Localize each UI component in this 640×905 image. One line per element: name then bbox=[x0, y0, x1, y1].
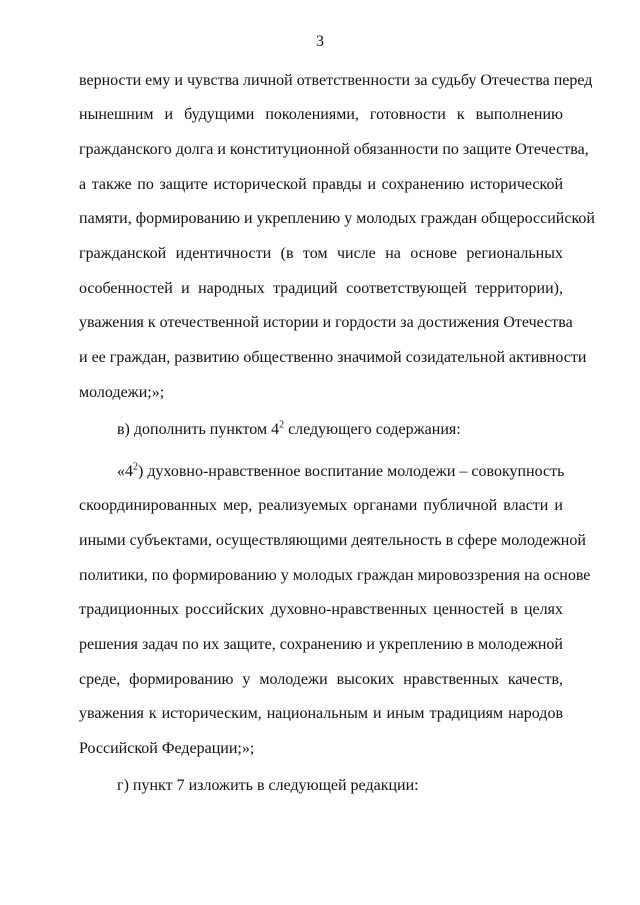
text-line: нынешним и будущими поколениями, готовности к выполнению bbox=[79, 106, 563, 123]
text-line: гражданской идентичности (в том числе на основе региональных bbox=[79, 245, 563, 262]
quote-line: иными субъектами, осуществляющими деятельность в сфере молодежной bbox=[79, 532, 586, 549]
quote-suffix: ) духовно-нравственное воспитание молодежи – совокупность bbox=[138, 463, 565, 480]
quote-line: традиционных российских духовно-нравственных ценностей в целях bbox=[79, 601, 563, 618]
item-v-superscript: 2 bbox=[279, 419, 285, 431]
text-line: верности ему и чувства личной ответственности за судьбу Отечества перед bbox=[79, 72, 593, 89]
item-v-line bbox=[117, 420, 563, 440]
item-v-prefix: в) дополнить пунктом 4 bbox=[117, 421, 280, 438]
quote-superscript: 2 bbox=[133, 461, 138, 473]
quote-line: среде, формированию у молодежи высоких нравственных качеств, bbox=[79, 671, 563, 688]
item-v-suffix: следующего содержания: bbox=[284, 421, 461, 438]
text-line: и ее граждан, развитию общественно значимой созидательной активности bbox=[79, 349, 587, 366]
text-line: памяти, формированию и укреплению у молодых граждан общероссийской bbox=[79, 210, 595, 227]
quote-line: политики, по формированию у молодых граждан мировоззрения на основе bbox=[79, 567, 591, 584]
quote-line: решения задач по их защите, сохранению и укреплению в молодежной bbox=[79, 636, 563, 653]
quote-line: скоординированных мер, реализуемых органами публичной власти и bbox=[79, 497, 563, 514]
text-line: а также по защите исторической правды и сохранению исторической bbox=[79, 176, 563, 193]
text-line: гражданского долга и конституционной обязанности по защите Отечества, bbox=[79, 141, 589, 158]
item-g-line: г) пункт 7 изложить в следующей редакции: bbox=[117, 777, 419, 794]
text-line: особенностей и народных традиций соответствующей территории), bbox=[79, 280, 563, 297]
quote-line: уважения к историческим, национальным и иным традициям народов bbox=[79, 705, 563, 722]
quote-line: Российской Федерации;»; bbox=[79, 740, 255, 757]
text-line: молодежи;»; bbox=[79, 384, 165, 401]
text-line: уважения к отечественной истории и гордости за достижения Отечества bbox=[79, 314, 573, 331]
quote-first-line bbox=[117, 462, 563, 482]
quote-prefix: «4 bbox=[117, 463, 133, 480]
page-number: 3 bbox=[316, 33, 324, 50]
